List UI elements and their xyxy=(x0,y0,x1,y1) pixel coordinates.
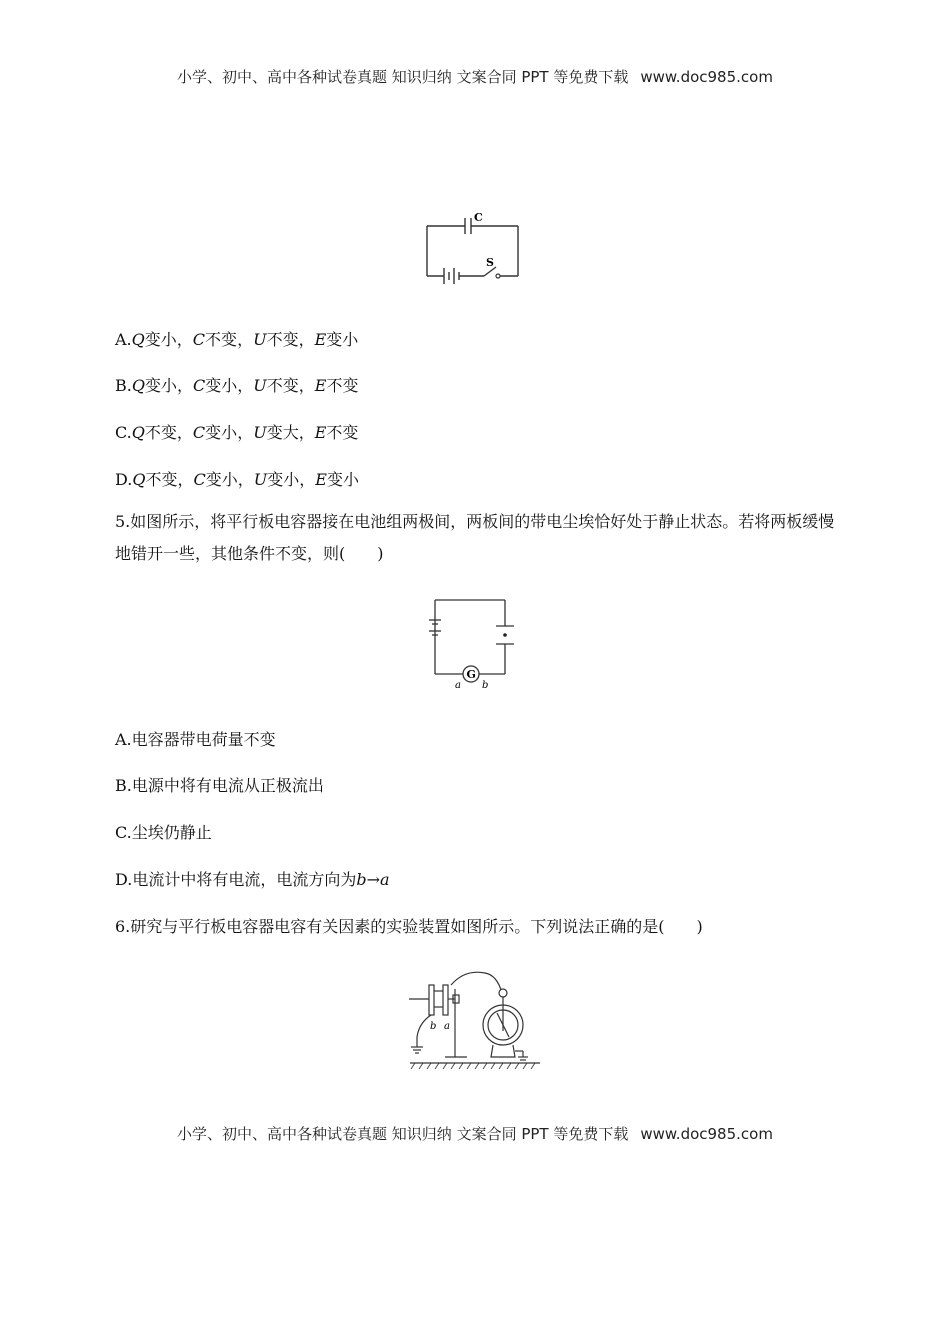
q6-stem: 6.研究与平行板电容器电容有关因素的实验装置如图所示。下列说法正确的是( ) xyxy=(115,917,703,936)
q5-label-b: b xyxy=(482,680,489,691)
q5-option-a: A.电容器带电荷量不变 xyxy=(115,730,276,749)
header-text: 小学、初中、高中各种试卷真题 知识归纳 文案合同 PPT 等免费下载 xyxy=(177,68,629,86)
q4-option-c: C.Q不变，C变小，U变大，E不变 xyxy=(115,423,359,442)
q5-option-d: D.电流计中将有电流，电流方向为b→a xyxy=(115,870,390,889)
q4-switch-label: S xyxy=(486,256,494,269)
footer-text: 小学、初中、高中各种试卷真题 知识归纳 文案合同 PPT 等免费下载 xyxy=(177,1125,629,1143)
q4-option-d: D.Q不变，C变小，U变小，E变小 xyxy=(115,470,359,489)
q5-galvanometer-label: G xyxy=(466,668,476,681)
page-footer xyxy=(0,1123,950,1144)
q6-label-a: a xyxy=(444,1021,450,1032)
footer-url: www.doc985.com xyxy=(640,1125,773,1143)
q5-circuit-figure xyxy=(428,596,514,692)
q4-option-a: A.Q变小，C不变，U不变，E变小 xyxy=(115,330,359,349)
q5-option-c: C.尘埃仍静止 xyxy=(115,823,212,842)
q6-apparatus-figure xyxy=(405,965,545,1075)
q4-option-b: B.Q变小，C变小，U不变，E不变 xyxy=(115,376,359,395)
q6-label-b: b xyxy=(430,1021,437,1032)
q5-label-a: a xyxy=(455,680,461,691)
q5-option-b: B.电源中将有电流从正极流出 xyxy=(115,776,324,795)
q4-circuit-figure xyxy=(420,208,524,286)
header-url: www.doc985.com xyxy=(640,68,773,86)
page-header xyxy=(0,66,950,87)
q5-option-d-formula: b→a xyxy=(356,870,390,889)
q5-stem: 5.如图所示，将平行板电容器接在电池组两极间，两板间的带电尘埃恰好处于静止状态。若将两板缓慢地错开一些，其他条件不变，则( ) xyxy=(115,512,835,563)
q4-capacitor-label: C xyxy=(474,211,483,224)
